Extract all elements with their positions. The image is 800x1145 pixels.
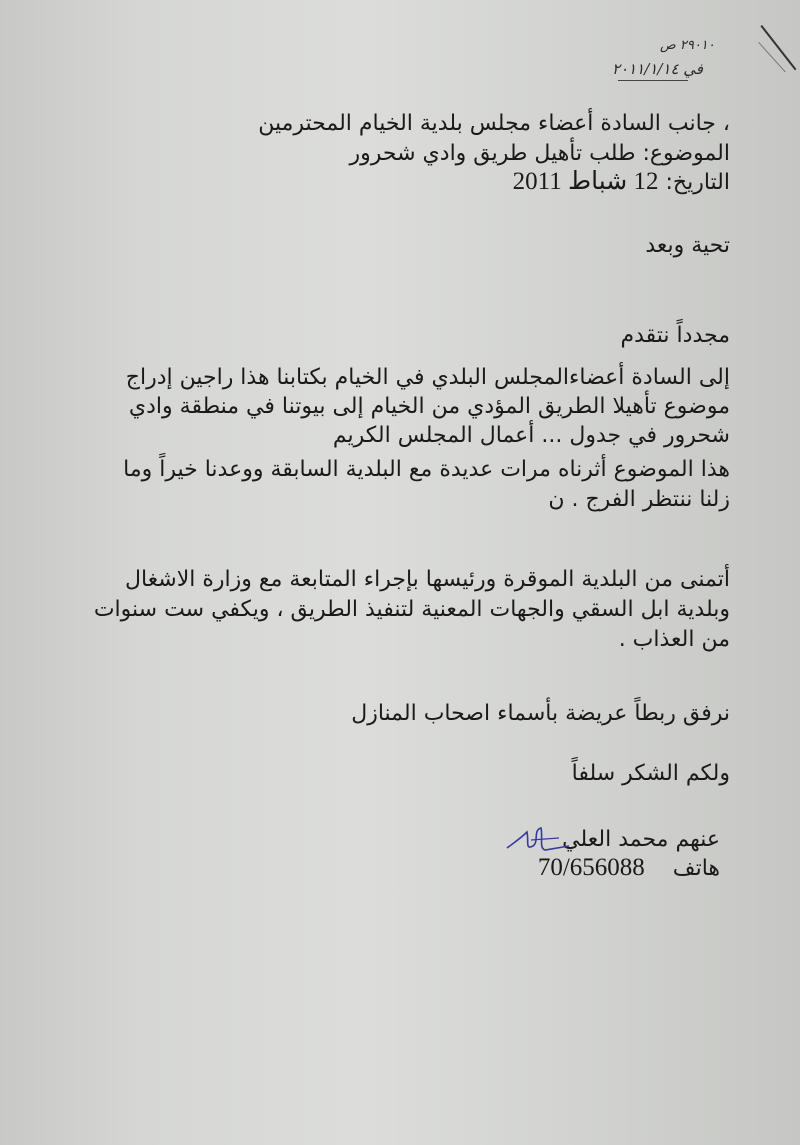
intro-line: مجدداً نتقدم [620, 323, 730, 348]
body-paragraph-1-line-3: شحرور في جدول ... أعمال المجلس الكريم [332, 423, 730, 448]
pen-mark-short [758, 42, 786, 72]
body-paragraph-2-line-3: من العذاب . [618, 627, 730, 652]
registry-underline [618, 80, 688, 81]
registry-number: ٢٩٠١٠ ص [660, 38, 715, 53]
body-paragraph-2-line-1: أتمنى من البلدية الموقرة ورئيسها بإجراء المتابعة مع وزارة الاشغال [125, 567, 730, 592]
body-paragraph-1-line-2: موضوع تأهيلا الطريق المؤدي من الخيام إلى بيوتنا في منطقة وادي [128, 394, 730, 419]
subject-line: الموضوع: طلب تأهيل طريق وادي شحرور [349, 141, 730, 166]
registry-date: في ٢٠١١/١/١٤ [612, 60, 703, 78]
date-line [513, 168, 730, 196]
greeting: تحية وبعد [645, 233, 730, 258]
body-paragraph-2-line-2: وبلدية ابل السقي والجهات المعنية لتنفيذ الطريق ، ويكفي ست سنوات [93, 597, 730, 622]
signatory-name: عنهم محمد العلي [562, 827, 720, 852]
body-paragraph-1-line-5: زلنا ننتظر الفرج . ن [548, 487, 730, 512]
phone-label: هاتف [672, 856, 720, 881]
thanks-line: ولكم الشكر سلفاً [571, 761, 730, 786]
attachment-note: نرفق ربطاً عريضة بأسماء اصحاب المنازل [351, 701, 730, 726]
body-paragraph-1-line-1: إلى السادة أعضاءالمجلس البلدي في الخيام بكتابنا هذا راجين إدراج [125, 365, 730, 390]
date-value: 12 شباط 2011 [512, 168, 659, 195]
phone-line [538, 854, 720, 882]
addressee-line: ، جانب السادة أعضاء مجلس بلدية الخيام المحترمين [258, 111, 730, 136]
phone-value: 70/656088 [537, 854, 645, 881]
body-paragraph-1-line-4: هذا الموضوع أثرناه مرات عديدة مع البلدية السابقة ووعدنا خيراً وما [123, 457, 730, 482]
date-label: التاريخ: [665, 170, 730, 195]
